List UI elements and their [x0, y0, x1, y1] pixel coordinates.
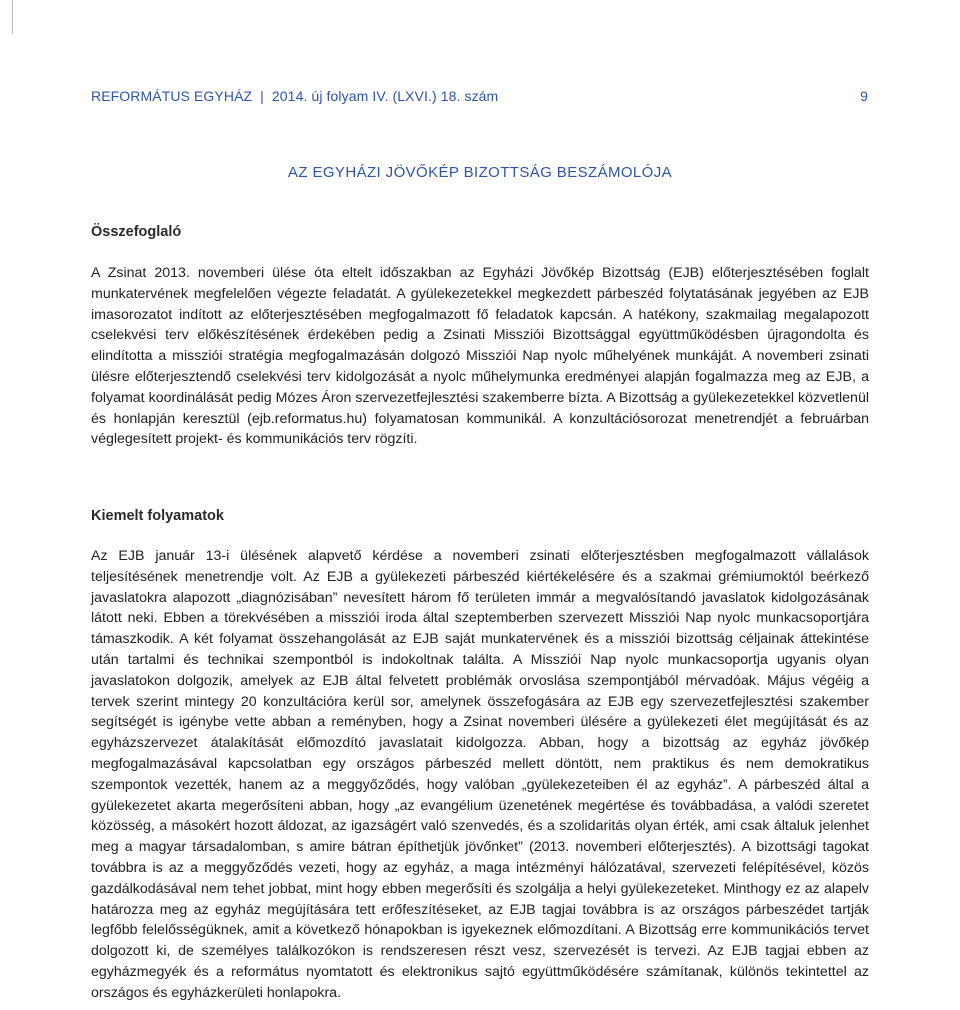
- section-heading-key-processes: Kiemelt folyamatok: [91, 508, 224, 524]
- page-number: 9: [860, 88, 868, 104]
- section-body-summary: A Zsinat 2013. novemberi ülése óta eltelt időszakban az Egyházi Jövőkép Bizottság (EJB) előterjesztésében foglalt munkatervének megfelelően végezte feladatát. A gyülekezetekkel megkezdett párbeszéd folytatásának jegyében az EJB imasorozatot indított az előterjesztésében megfogalmazott fő feladatok kapcsán. A hatékony, szakmailag megalapozott cselekvési terv előkészítésének érdekében pedig a Zsinati Missziói Bizottsággal együttműködésben újragondolta és elindította a missziói stratégia megfogalmazásán dolgozó Missziói Nap nyolc műhelyének munkáját. A novemberi zsinati ülésre előterjesztendő cselekvési terv kidolgozását a nyolc műhelymunka eredményei alapján fogalmazza meg az EJB, a folyamat koordinálását pedig Mózes Áron szervezetfejlesztési szakemberre bízta. A Bizottság a gyülekezetekkel közvetlenül és honlapján keresztül (ejb.reformatus.hu) folyamatosan kommunikál. A konzultációsorozat menetrendjét a februárban véglegesített projekt- és kommunikációs terv rögzíti.: [91, 265, 869, 448]
- document-title: AZ EGYHÁZI JÖVŐKÉP BIZOTTSÁG BESZÁMOLÓJA: [287, 164, 673, 181]
- header-separator: |: [260, 88, 264, 104]
- crop-mark: [0, 0, 13, 34]
- issue-info: 2014. új folyam IV. (LXVI.) 18. szám: [271, 88, 499, 104]
- section-heading-summary: Összefoglaló: [91, 224, 182, 240]
- journal-name: REFORMÁTUS EGYHÁZ: [91, 88, 253, 104]
- header-left: [91, 88, 498, 104]
- section-body-key-processes: Az EJB január 13-i ülésének alapvető kérdése a novemberi zsinati előterjesztésben megfogalmazott vállalások teljesítésének menetrendje volt. Az EJB a gyülekezeti párbeszéd kiértékelésére és a szakmai grémiumoktól beérkező javaslatokra alapozott „diagnózisában” nevesített három fő területen immár a megvalósítandó javaslatok kidolgozásának látott neki. Ebben a törekvésében a missziói iroda által szeptemberben szervezett Missziói Nap nyolc munkacsoportjára támaszkodik. A két folyamat összehangolását az EJB saját munkatervének és a missziói bizottság céljainak áttekintése után tartalmi és technikai szempontból is indokoltnak találta. A Missziói Nap nyolc munkacsoportja ugyanis olyan javaslatokon dolgozik, amelyek az EJB által felvetett problémák orvoslása szempontjából mérvadóak. Május végéig a tervek szerint mintegy 20 konzultációra kerül sor, amelynek összefogására az EJB egy szervezetfejlesztési szakember segítségét is igénybe vette abban a reményben, hogy a Zsinat novemberi ülésére a gyülekezeti élet megújítását és az egyházszervezet átalakítását előmozdító javaslatait kidolgozza. Abban, hogy a bizottság az egyház jövőkép megfogalmazásával kapcsolatban egy országos párbeszéd mellett döntött, nem praktikus és nem demokratikus szempontok vezették, hanem az a meggyőződés, hogy valóban „gyülekezeteiben él az egyház”. A párbeszéd által a gyülekezetet akarta megerősíteni abban, hogy „az evangélium üzenetének megértése és továbbadása, a valódi szeretet közösség, a másokért hozott áldozat, az igazságért való szenvedés, és a szolidaritás olyan érték, ami csak általuk jelenhet meg a magyar társadalomban, s amire bátran építhetjük jövőnket” (2013. novemberi előterjesztés). A bizottsági tagokat továbbra is az a meggyőződés vezeti, hogy az egyház, a maga intézményi hálózatával, szervezeti felépítésével, közös gazdálkodásával nem tehet jobbat, mint hogy ebben megerősíti és szolgálja a helyi gyülekezeteket. Minthogy ez az alapelv határozza meg az egyház megújítására tett erőfeszítéseket, az EJB tagjai továbbra is az országos párbeszédet tartják legfőbb felelősségüknek, amit a következő hónapokban is igyekeznek előmozdítani. A Bizottság erre kommunikációs tervet dolgozott ki, de személyes találkozókon is rendszeresen részt vesz, szervezését is tervezi. Az EJB tagjai ebben az egyházmegyék és a református nyomtatott és elektronikus sajtó együttműködésére számítanak, különös tekintettel az országos és egyházkerületi honlapokra.: [91, 548, 869, 1001]
- running-header: [91, 88, 868, 110]
